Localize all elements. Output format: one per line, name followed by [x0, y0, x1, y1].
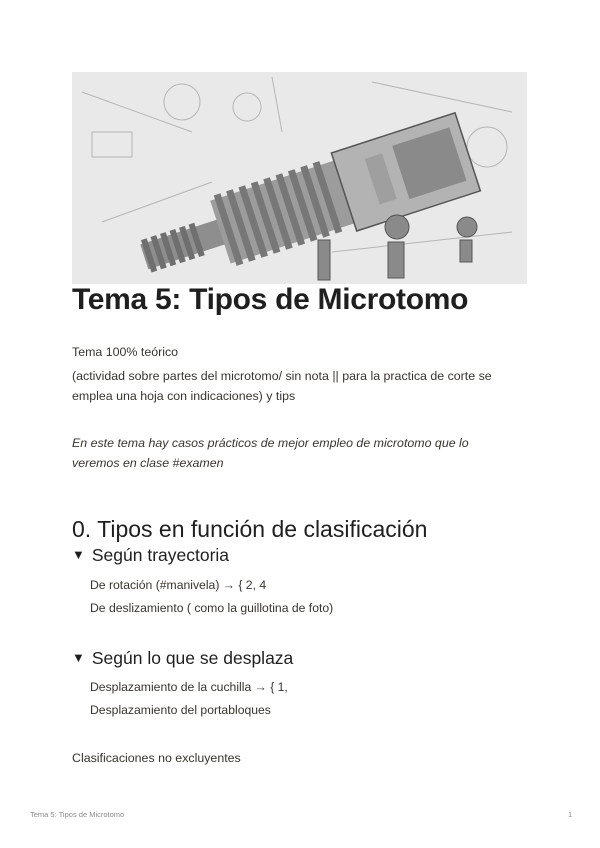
intro-description-line-1: (actividad sobre partes del microtomo/ sin nota || para la practica de corte se: [72, 369, 492, 383]
list-item: Desplazamiento de la cuchilla → { 1,: [90, 680, 288, 694]
toggle-heading-desplaza[interactable]: [72, 648, 293, 669]
intro-line: Tema 100% teórico: [72, 345, 179, 359]
cover-image: [72, 72, 527, 284]
list-item: De deslizamiento ( como la guillotina de foto): [90, 601, 334, 615]
note-line-1: En este tema hay casos prácticos de mejor empleo de microtomo que lo: [72, 436, 469, 450]
intro-description-line-2: emplea una hoja con indicaciones) y tips: [72, 389, 296, 403]
microtome-drawing-icon: [72, 72, 527, 284]
toggle-heading-trayectoria[interactable]: [72, 545, 229, 566]
footer-doc-title: Tema 5: Tipos de Microtomo: [30, 810, 125, 819]
toggle-triangle-icon[interactable]: ▼: [72, 547, 85, 562]
list-item: De rotación (#manivela) → { 2, 4: [90, 578, 267, 592]
list-item: Desplazamiento del portabloques: [90, 703, 271, 717]
page-title: Tema 5: Tipos de Microtomo: [72, 283, 469, 316]
toggle-heading-label: Según trayectoria: [91, 545, 230, 565]
footer-page-number: 1: [568, 810, 573, 819]
section-heading: 0. Tipos en función de clasificación: [72, 516, 428, 542]
toggle-heading-label: Según lo que se desplaza: [91, 648, 294, 668]
closing-text: Clasificaciones no excluyentes: [72, 751, 241, 765]
toggle-triangle-icon[interactable]: ▼: [72, 650, 85, 665]
note-line-2: veremos en clase #examen: [72, 456, 224, 470]
